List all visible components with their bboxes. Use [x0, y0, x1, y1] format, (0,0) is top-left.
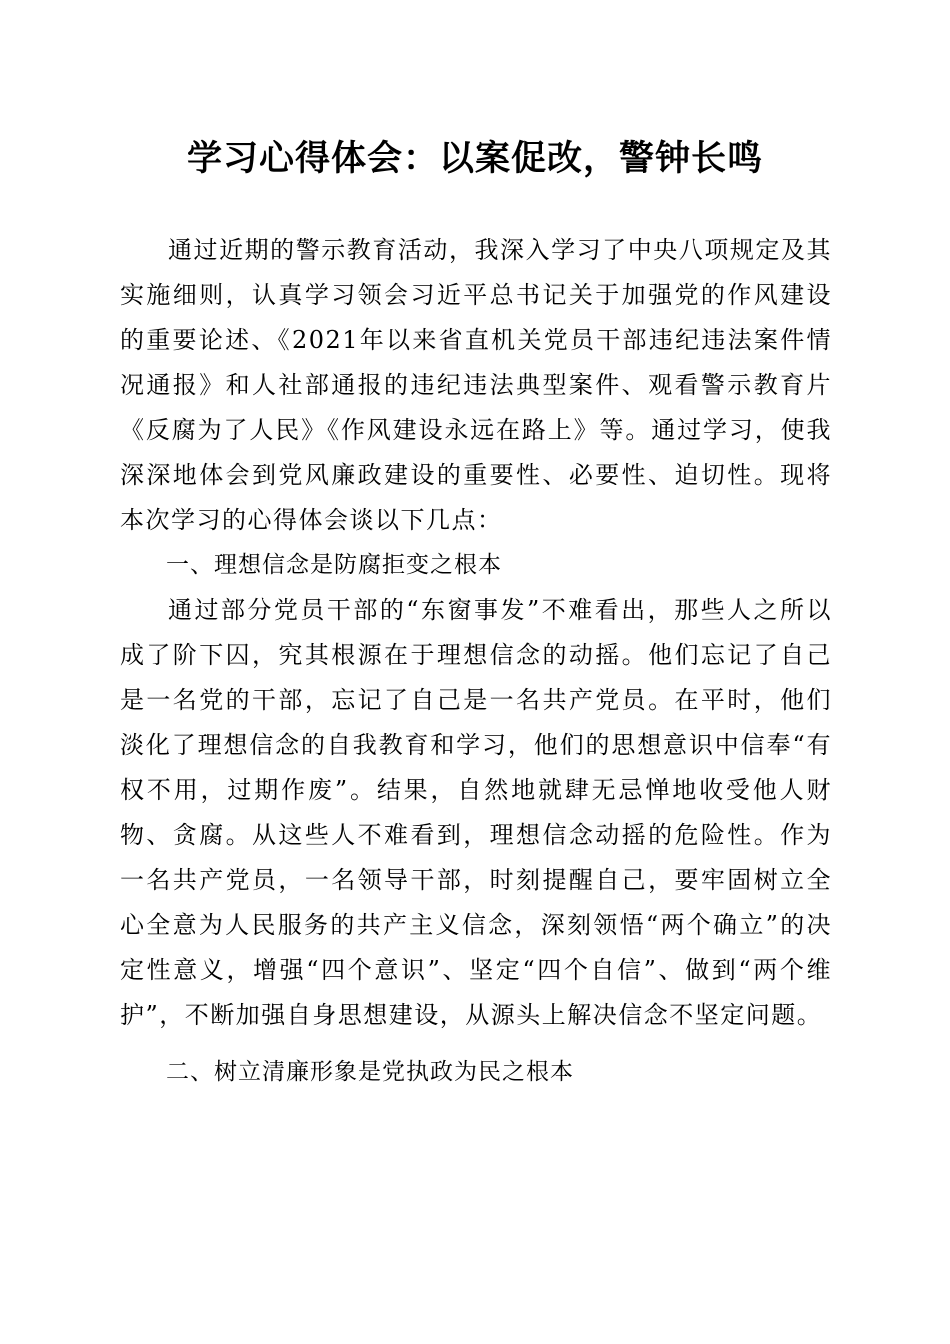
section-paragraph-1: 通过部分党员干部的“东窗事发”不难看出，那些人之所以成了阶下囚，究其根源在于理想信念的动摇。他们忘记了自己是一名党的干部，忘记了自己是一名共产党员。在平时，他们淡化了理想信念的自我教育和学习，他们的思想意识中信奉“有权不用，过期作废”。结果，自然地就肆无忌惮地收受他人财物、贪腐。从这些人不难看到，理想信念动摇的危险性。作为一名共产党员，一名领导干部，时刻提醒自己，要牢固树立全心全意为人民服务的共产主义信念，深刻领悟“两个确立”的决定性意义，增强“四个意识”、坚定“四个自信”、做到“两个维护”，不断加强自身思想建设，从源头上解决信念不坚定问题。	[120, 596, 832, 1029]
section-heading-1: 一、理想信念是防腐拒变之根本	[166, 552, 502, 578]
document-body	[120, 228, 832, 1095]
document-title: 学习心得体会：以案促改，警钟长鸣	[186, 139, 763, 179]
section-heading-2: 二、树立清廉形象是党执政为民之根本	[166, 1059, 574, 1085]
intro-paragraph: 通过近期的警示教育活动，我深入学习了中央八项规定及其实施细则，认真学习领会习近平总书记关于加强党的作风建设的重要论述、《2021年以来省直机关党员干部违纪违法案件情况通报》和人社部通报的违纪违法典型案件、观看警示教育片《反腐为了人民》《作风建设永远在路上》等。通过学习，使我深深地体会到党风廉政建设的重要性、必要性、迫切性。现将本次学习的心得体会谈以下几点：	[120, 236, 832, 534]
